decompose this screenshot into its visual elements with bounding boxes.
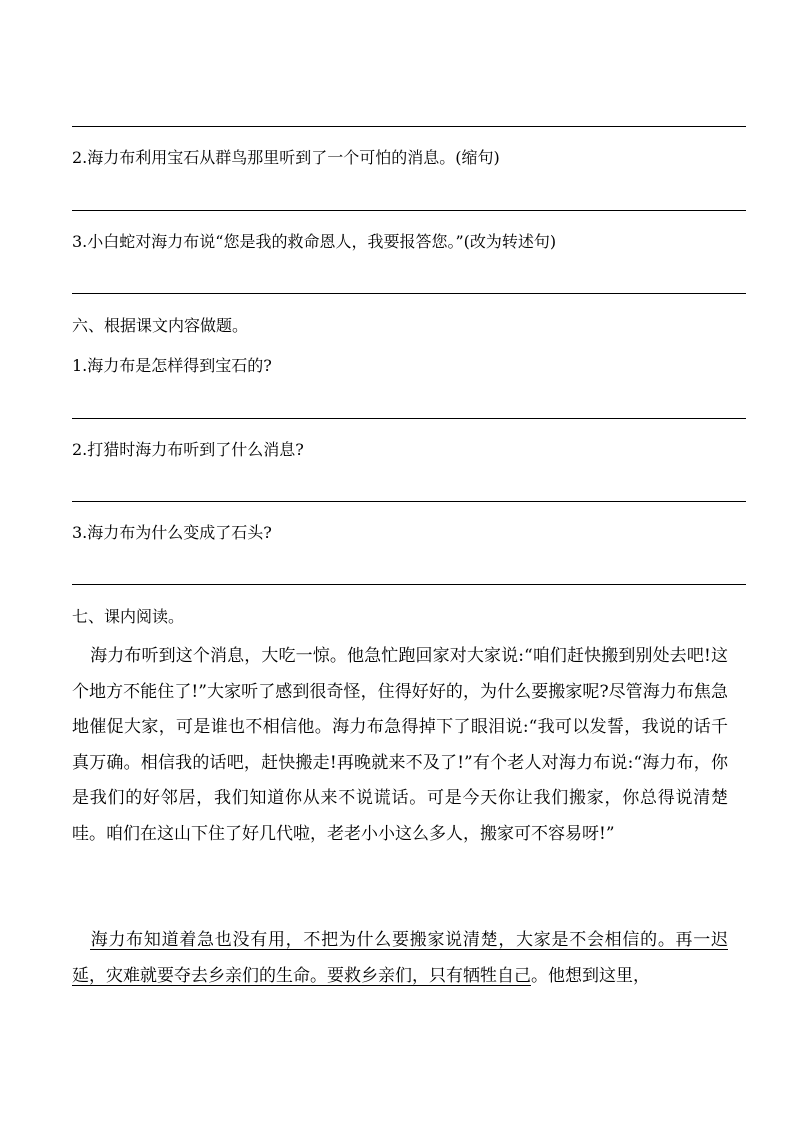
reading-paragraph — [72, 923, 728, 994]
answer-line — [72, 418, 746, 419]
underlined-sentence: 海力布知道着急也没有用，不把为什么要搬家说清楚，大家是不会相信的。再一迟延，灾难就要夺去乡亲们的生命。要救乡亲们，只有牺牲自己 — [72, 930, 728, 986]
section-heading: 七、课内阅读。 — [72, 607, 185, 626]
question-line: 3.海力布为什么变成了石头? — [72, 523, 272, 542]
answer-line — [72, 584, 746, 585]
answer-line — [72, 501, 746, 502]
paragraph-text: 。他想到这里， — [531, 965, 650, 986]
question-line: 3.小白蛇对海力布说“您是我的救命恩人，我要报答您。”(改为转述句) — [72, 232, 557, 251]
answer-line — [72, 293, 746, 294]
section-heading: 六、根据课文内容做题。 — [72, 316, 249, 335]
question-line: 2.打猎时海力布听到了什么消息? — [72, 440, 304, 459]
answer-line — [72, 210, 746, 211]
paragraph-text: 海力布听到这个消息，大吃一惊。他急忙跑回家对大家说:“咱们赶快搬到别处去吧!这个地方不能住了!”大家听了感到很奇怪，住得好好的，为什么要搬家呢?尽管海力布焦急地催促大家，可是谁也不相信他。海力布急得掉下了眼泪说:“我可以发誓，我说的话千真万确。相信我的话吧，赶快搬走!再晚就来不及了!”有个老人对海力布说:“海力布，你是我们的好邻居，我们知道你从来不说谎话。可是今天你让我们搬家，你总得说清楚哇。咱们在这山下住了好几代啦，老老小小这么多人，搬家可不容易呀!” — [72, 646, 728, 844]
question-line: 2.海力布利用宝石从群鸟那里听到了一个可怕的消息。(缩句) — [72, 148, 500, 167]
question-line: 1.海力布是怎样得到宝石的? — [72, 356, 272, 375]
reading-paragraph — [72, 639, 728, 852]
answer-line — [72, 126, 746, 127]
